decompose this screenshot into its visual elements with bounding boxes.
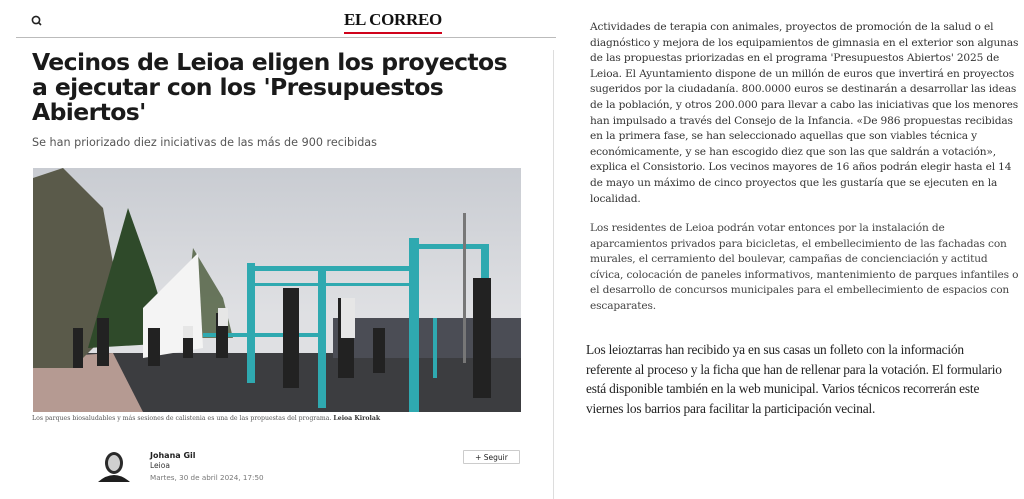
body-paragraph: Los leioztarras han recibido ya en sus casas un folleto con la información referente al proceso y la ficha que han de rellenar para la votación. El formulario está disponible también en la web municipal. Varios técnicos recorrerán este viernes los barrios para facilitar la participación vecinal. <box>586 342 1002 416</box>
header-divider <box>16 37 556 38</box>
page-title: Vecinos de Leioa eligen los proyectos a ejecutar con los 'Presupuestos Abiertos' <box>32 48 507 126</box>
search-icon[interactable] <box>30 14 44 28</box>
article-subtitle: Se han priorizado diez iniciativas de las más de 900 recibidas <box>32 136 377 149</box>
body-paragraph: Los residentes de Leioa podrán votar entonces por la instalación de aparcamientos privados para bicicletas, el embellecimiento de las fachadas con murales, el cerramiento del boulevar, campañas de concienciación y actitud cívica, colocación de paneles informativos, mantenimiento de parques infantiles o el desarrollo de concursos municipales para el embellecimiento de espacios con escaparates. <box>590 222 1019 312</box>
site-logo[interactable]: EL CORREO <box>344 11 442 34</box>
follow-button[interactable]: + Seguir <box>463 450 520 464</box>
caption-text: Los parques biosaludables y más sesiones de calistenia es una de las propuestas del programa. <box>32 415 332 422</box>
publish-date: Martes, 30 de abril 2024, 17:50 <box>150 473 264 482</box>
avatar[interactable] <box>96 450 132 482</box>
photo-caption <box>32 415 380 422</box>
author-location: Leioa <box>150 461 170 470</box>
photo-credit: Leioa Kirolak <box>333 415 381 422</box>
column-divider <box>553 50 554 499</box>
author-name[interactable]: Johana Gil <box>150 451 196 460</box>
article-photo <box>33 168 521 412</box>
body-paragraph: Actividades de terapia con animales, proyectos de promoción de la salud o el diagnóstico y mejora de los equipamientos de gimnasia en el exterior son algunas de las propuestas priorizadas en el programa 'Presupuestos Abiertos' 2025 de Leioa. El Ayuntamiento dispone de un millón de euros que invertirá en proyectos sugeridos por la ciudadanía. 800.0000 euros se destinarán a desarrollar las ideas de la población, y otros 200.000 para llevar a cabo las iniciativas que los menores han impulsado a través del Consejo de la Infancia. «De 986 propuestas recibidas en la primera fase, se han seleccionado aquellas que son viables técnica y económicamente, y se han escogido diez que son las que saldrán a votación», explica el Consistorio. Los vecinos mayores de 16 años podrán elegir hasta el 14 de mayo un máximo de cinco proyectos que les gustaría que se ejecuten en la localidad. <box>590 21 1019 205</box>
